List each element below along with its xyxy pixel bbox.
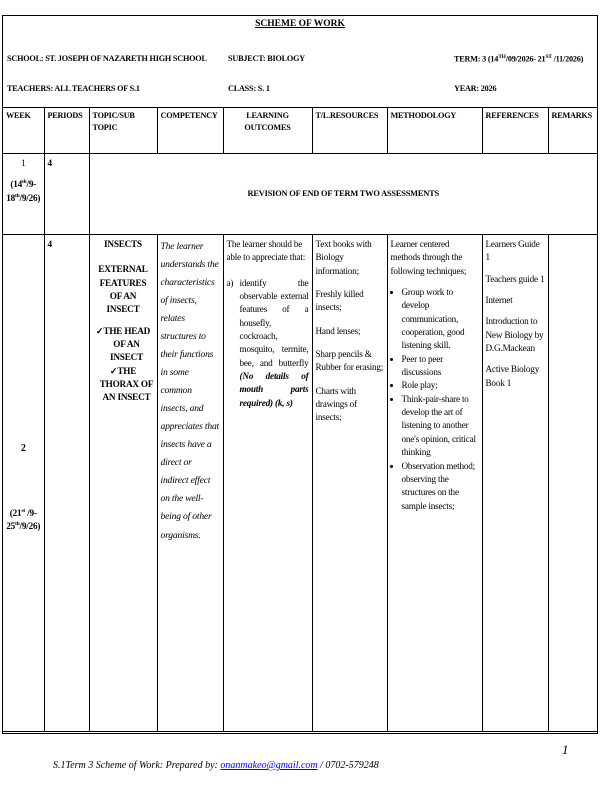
week-cell bbox=[3, 235, 44, 732]
remarks-cell bbox=[548, 235, 597, 732]
column-header-topic: TOPIC/SUB TOPIC bbox=[89, 107, 157, 154]
table-row bbox=[3, 235, 597, 732]
subject-label: SUBJECT: BIOLOGY bbox=[228, 54, 305, 63]
topic-cell bbox=[89, 235, 157, 732]
methodology-item: • Role play; bbox=[402, 379, 479, 392]
resource-item: Sharp pencils & Rubber for erasing; bbox=[315, 349, 384, 373]
resources-cell bbox=[312, 235, 387, 732]
column-header-periods: PERIODS bbox=[44, 107, 89, 154]
week-dates: (21st /9- 25th/9/26) bbox=[6, 507, 41, 532]
periods-cell: 4 bbox=[44, 154, 89, 235]
outcomes-intro: The learner should be able to appreciate that: bbox=[226, 239, 306, 263]
year-label: YEAR: 2026 bbox=[454, 84, 497, 93]
resource-item: Charts with drawings of insects; bbox=[315, 385, 357, 423]
document-footer bbox=[53, 760, 379, 771]
revision-activity: REVISION OF END OF TERM TWO ASSESSMENTS bbox=[89, 154, 597, 235]
subtopic-item: ✓THE HEAD OF AN INSECT bbox=[95, 325, 151, 363]
outcome-a-label: a) bbox=[226, 277, 234, 288]
outcome-a bbox=[227, 277, 309, 410]
document-header bbox=[3, 16, 597, 108]
column-header-resources: T/L.RESOURCES bbox=[312, 107, 387, 154]
outcome-a-text: identify the observable external features of a housefly, cockroach, mosquito, termite, bee, and butterfly bbox=[239, 277, 309, 368]
periods-cell: 4 bbox=[44, 235, 89, 732]
class-label: CLASS: S. 1 bbox=[228, 84, 270, 93]
methodology-list bbox=[391, 286, 479, 513]
column-header-learning-outcomes: LEARNING OUTCOMES bbox=[223, 107, 312, 154]
footer-phone: / 0702-579248 bbox=[317, 760, 379, 771]
week-number: 2 bbox=[20, 443, 26, 455]
table-row bbox=[3, 154, 597, 235]
scheme-table bbox=[3, 107, 597, 732]
competency-cell: The learner understands the characteristics of insects, relates structures to their functions in some common insects, and appreciates that insects have a direct or indirect effect on the well-being of other organisms. bbox=[157, 235, 223, 732]
column-header-methodology: METHODOLOGY bbox=[387, 107, 482, 154]
references-cell bbox=[482, 235, 548, 732]
column-header-row bbox=[3, 107, 597, 154]
subtopic-title: EXTERNAL FEATURES OF AN INSECT bbox=[98, 264, 148, 315]
subtopic-list bbox=[93, 325, 154, 405]
resource-item: Text books with Biology information; bbox=[315, 239, 372, 276]
topic-title: INSECTS bbox=[104, 239, 142, 249]
author-email-link[interactable]: onanmakeo@gmail.com bbox=[220, 760, 318, 771]
week-cell bbox=[3, 154, 44, 235]
reference-item: Learners Guide 1 bbox=[485, 239, 540, 263]
resource-item: Hand lenses; bbox=[315, 325, 361, 336]
page-number: 1 bbox=[562, 742, 569, 757]
column-header-week: WEEK bbox=[3, 107, 44, 154]
column-header-remarks: REMARKS bbox=[548, 107, 597, 154]
learning-outcomes-cell bbox=[223, 235, 312, 732]
resource-item: Freshly killed insects; bbox=[315, 289, 364, 313]
scheme-of-work-frame bbox=[2, 15, 598, 734]
column-header-competency: COMPETENCY bbox=[157, 107, 223, 154]
term-label: TERM: 3 (14TH/09/2026- 21ST /11/2026) bbox=[454, 54, 584, 64]
methodology-intro: Learner centered methods through the following techniques; bbox=[390, 239, 467, 276]
outcome-a-note: (No details of mouth parts required) (k, s) bbox=[239, 371, 309, 408]
school-name: SCHOOL: ST. JOSEPH OF NAZARETH HIGH SCHOOL bbox=[7, 54, 207, 63]
reference-item: Active Biology Book 1 bbox=[485, 364, 540, 388]
methodology-item: • Group work to develop communication, cooperation, good listening skill. bbox=[402, 286, 479, 353]
methodology-item: • Think-pair-share to develop the art of listening to another one's opinion, critical thinking bbox=[402, 393, 479, 460]
methodology-item: • Peer to peer discussions bbox=[402, 353, 479, 380]
week-dates: (14th/9- 18th/9/26) bbox=[6, 179, 41, 203]
document-title: SCHEME OF WORK bbox=[255, 19, 345, 29]
reference-item: Teachers guide 1 bbox=[485, 273, 545, 284]
column-header-references: REFERENCES bbox=[482, 107, 548, 154]
methodology-cell bbox=[387, 235, 482, 732]
reference-item: Introduction to New Biology by D.G.Mackean bbox=[485, 316, 544, 354]
teachers-label: TEACHERS: ALL TEACHERS OF S.1 bbox=[7, 84, 140, 93]
reference-item: Internet bbox=[485, 295, 513, 306]
week-number: 1 bbox=[21, 158, 26, 168]
subtopic-item: ✓THE THORAX OF AN INSECT bbox=[99, 365, 154, 403]
methodology-item: • Observation method; observing the structures on the sample insects; bbox=[402, 460, 479, 513]
footer-prefix: S.1Term 3 Scheme of Work: Prepared by: bbox=[53, 760, 221, 771]
